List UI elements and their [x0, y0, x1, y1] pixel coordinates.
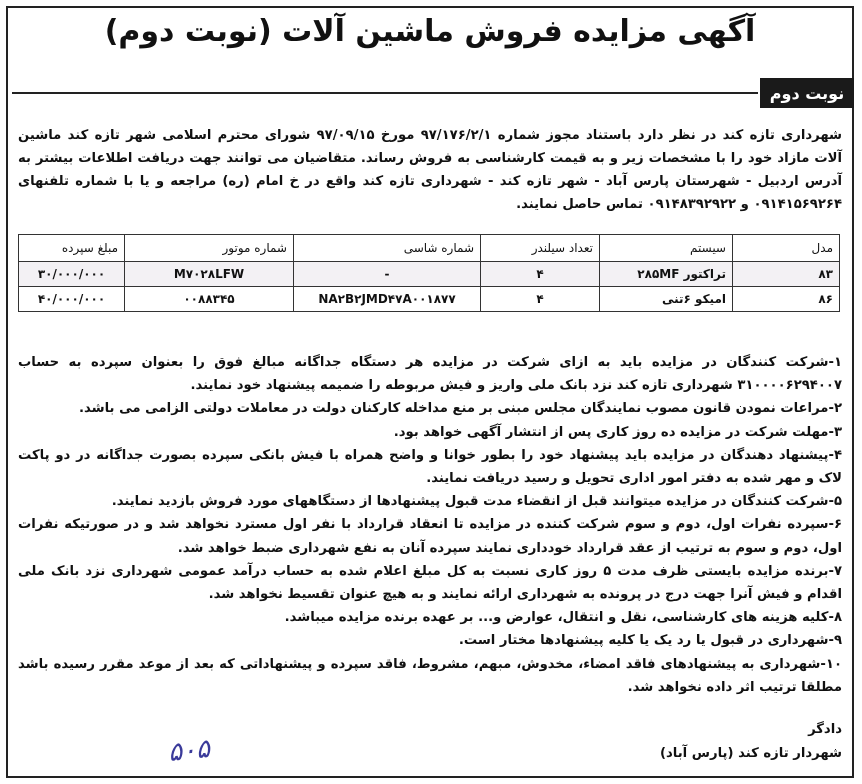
- intro-paragraph: [18, 124, 842, 216]
- header-deposit: مبلغ سپرده: [19, 235, 125, 262]
- cell-system: امیکو ۶تنی: [600, 287, 733, 312]
- table-row: [19, 287, 840, 312]
- page-title: آگهی مزایده فروش ماشین آلات (نوبت دوم): [104, 14, 756, 49]
- signer-name: دادگر: [808, 722, 842, 737]
- term-item: ۱۰-شهرداری به پیشنهادهای فاقد امضاء، مخدوش، مبهم، مشروط، فاقد سپرده و پیشنهاداتی که بعد از موعد مقرر رسیده باشد مطلقا ترتیب اثر داده نخواهد شد.: [18, 656, 842, 695]
- intro-text: شهرداری تازه کند در نظر دارد باستناد مجوز شماره ۹۷/۱۷۶/۲/۱ مورخ ۹۷/۰۹/۱۵ شورای محترم اسلامی شهر تازه کند ماشین آلات مازاد خود را با مشخصات زیر و به قیمت کارشناسی به فروش رساند. متقاضیان می توانند جهت دریافت اطلاعات بیشتر به آدرس اردبیل - شهرستان پارس آباد - شهر تازه کند - شهرداری تازه کند واقع در خ امام (ره) مراجعه و یا با شماره تلفنهای ۰۹۱۴۱۵۶۹۲۶۴ و ۰۹۱۴۸۳۹۲۹۲۲ تماس حاصل نمایند.: [18, 128, 842, 212]
- cell-system: تراکتور ۲۸۵MF: [600, 262, 733, 287]
- table-header-row: [19, 235, 840, 262]
- signer-org: شهردار تازه کند (پارس آباد): [659, 746, 842, 761]
- divider: [12, 92, 758, 94]
- cell-chassis: NA۲B۲JMD۴۷A۰۰۱۸۷۷: [294, 287, 481, 312]
- header-model: مدل: [733, 235, 840, 262]
- cell-deposit: ۴۰/۰۰۰/۰۰۰: [19, 287, 125, 312]
- term-item: ۷-برنده مزایده بایستی ظرف مدت ۵ روز کاری نسبت به کل مبلغ اعلام شده به حساب درآمد عمومی شهرداری نزد بانک ملی اقدام و فیش آنرا جهت درج در پرونده به شهرداری ارائه نمایند و به هیچ عنوان تقسیط نخواهد شد.: [18, 563, 842, 603]
- terms-list: [18, 351, 842, 699]
- cell-engine: ۰۰۸۸۳۴۵: [125, 287, 294, 312]
- table-row: [19, 262, 840, 287]
- header-engine: شماره موتور: [125, 235, 294, 262]
- header-system: سیستم: [600, 235, 733, 262]
- round-badge: نوبت دوم: [760, 78, 854, 108]
- cell-engine: M۷۰۲۸LFW: [125, 262, 294, 287]
- term-item: ۵-شرکت کنندگان در مزایده میتوانند قبل از انقضاء مدت قبول پیشنهادها از دستگاههای مورد فروش بازدید نمایند.: [111, 494, 842, 510]
- cell-model: ۸۳: [733, 262, 840, 287]
- cell-cylinders: ۴: [481, 287, 600, 312]
- term-item: ۴-پیشنهاد دهندگان در مزایده باید پیشنهاد خود را بطور خوانا و واضح همراه با فیش بانکی سپرده بصورت جداگانه در دو پاکت لاک و مهر شده به دفتر امور اداری تحویل و رسید دریافت نمایند.: [18, 447, 842, 487]
- handwritten-stamp: ۵۰۵: [166, 733, 212, 769]
- machinery-table: [18, 234, 840, 312]
- cell-chassis: -: [294, 262, 481, 287]
- term-item: ۹-شهرداری در قبول یا رد یک یا کلیه پیشنهادها مختار است.: [458, 633, 842, 649]
- cell-deposit: ۳۰/۰۰۰/۰۰۰: [19, 262, 125, 287]
- term-item: ۲-مراعات نمودن قانون مصوب نمایندگان مجلس مبنی بر منع مداخله کارکنان دولت در معاملات دولتی الزامی می باشد.: [78, 401, 842, 417]
- header-chassis: شماره شاسی: [294, 235, 481, 262]
- header-cylinders: تعداد سیلندر: [481, 235, 600, 262]
- advertisement-frame: [6, 6, 854, 778]
- term-item: ۶-سپرده نفرات اول، دوم و سوم شرکت کننده در مزایده تا انعقاد قرارداد با نفر اول مسترد نخواهد شد و در صورتیکه نفرات اول، دوم و سوم به ترتیب از عقد قرارداد خودداری نمایند سپرده آنان به نفع شهرداری ضبط خواهد شد.: [18, 517, 842, 556]
- term-item: ۳-مهلت شرکت در مزایده ده روز کاری پس از انتشار آگهی خواهد بود.: [393, 424, 842, 440]
- cell-model: ۸۶: [733, 287, 840, 312]
- cell-cylinders: ۴: [481, 262, 600, 287]
- term-item: ۱-شرکت کنندگان در مزایده باید به ازای شرکت در مزایده هر دستگاه جداگانه مبالغ فوق را بعنوان سپرده به حساب ۳۱۰۰۰۰۶۲۹۴۰۰۷ شهرداری تازه کند نزد بانک ملی واریز و فیش مربوطه را ضمیمه پیشنهاد خود نمایند.: [18, 355, 842, 394]
- term-item: ۸-کلیه هزینه های کارشناسی، نقل و انتقال، عوارض و... بر عهده برنده مزایده میباشد.: [284, 610, 842, 626]
